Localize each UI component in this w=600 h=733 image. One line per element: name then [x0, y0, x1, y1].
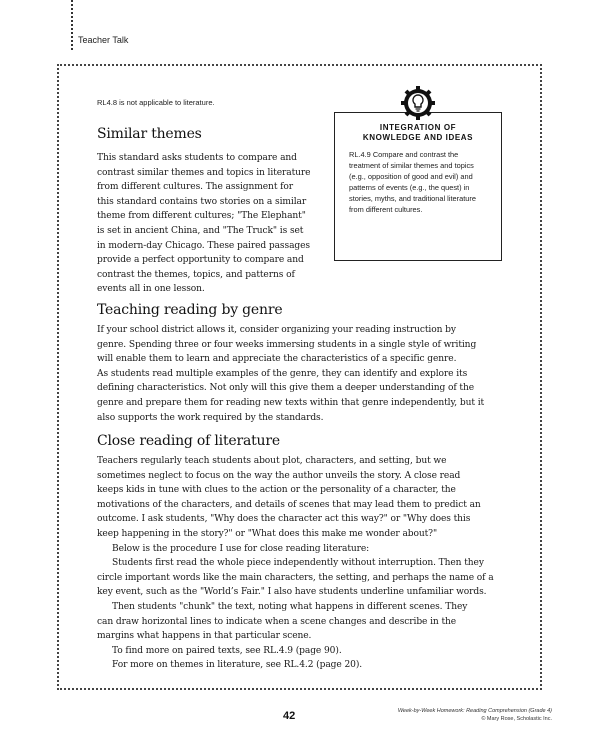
footer-credit	[398, 708, 552, 723]
credit-copyright: © Mary Rose, Scholastic Inc.	[481, 715, 552, 722]
line: genre and prepare them for reading new texts within that genre independently, but it	[97, 397, 485, 408]
line: theme from different cultures; "The Elephant"	[97, 211, 306, 222]
line: can draw horizontal lines to indicate when a scene changes and describe in the	[97, 616, 457, 627]
line: provide a perfect opportunity to compare and	[97, 255, 304, 266]
line: events all in one lesson.	[97, 284, 205, 295]
line: circle important words like the main characters, the setting, and perhaps the name of a	[97, 572, 494, 583]
line: defining characteristics. Not only will this give them a deeper understanding of the	[97, 383, 474, 394]
line-indented: Then students "chunk" the text, noting what happens in different scenes. They	[112, 601, 468, 612]
line: margins what happens in that particular scene.	[97, 631, 312, 642]
paragraph-close-reading	[97, 454, 517, 673]
standard-sidebar-box	[334, 112, 502, 261]
line: also supports the work required by the standards.	[97, 412, 324, 423]
heading-close-reading: Close reading of literature	[97, 433, 280, 449]
paragraph-teaching-by-genre	[97, 323, 517, 425]
credit-title: Week-by-Week Homework: Reading Comprehension (Grade 4)	[397, 708, 552, 714]
heading-similar-themes: Similar themes	[97, 126, 202, 142]
header-dotted-rule	[71, 0, 73, 50]
line: keep happening in the story?" or "What does this make me wonder about?"	[97, 528, 438, 539]
line: from different cultures. The assignment for	[97, 182, 294, 193]
line-indented: Students first read the whole piece independently without interruption. Then they	[112, 558, 484, 569]
line: motivations of the characters, and details of scenes that may lead them to predict an	[97, 499, 481, 510]
standard-note: RL4.8 is not applicable to literature.	[97, 98, 215, 107]
line: key event, such as the "World’s Fair." I also have students underline unfamiliar words.	[97, 587, 487, 598]
line: in modern-day Chicago. These paired passages	[97, 240, 310, 251]
line: keeps kids in tune with clues to the action or the personality of a character, the	[97, 485, 456, 496]
line-indented: For more on themes in literature, see RL.4.2 (page 20).	[112, 660, 363, 671]
line: If your school district allows it, consider organizing your reading instruction by	[97, 325, 456, 335]
line: As students read multiple examples of the genre, they can identify and explore its	[97, 368, 468, 379]
page-number: 42	[283, 710, 296, 722]
line-indented: Below is the procedure I use for close reading literature:	[112, 543, 370, 554]
line: genre. Spending three or four weeks immersing students in a single style of writing	[97, 339, 477, 350]
line: outcome. I ask students, "Why does the character act this way?" or "Why does this	[97, 514, 471, 525]
heading-teaching-by-genre: Teaching reading by genre	[97, 302, 283, 318]
line: is set in ancient China, and "The Truck" is set	[97, 225, 304, 236]
sidebar-title-line: INTEGRATION OF	[379, 123, 457, 132]
line: Teachers regularly teach students about plot, characters, and setting, but we	[97, 456, 447, 466]
sidebar-standard-text: RL.4.9 Compare and contrast the treatment of similar themes and topics (e.g., opposition of good and evil) and patterns of events (e.g., the quest) in stories, myths, and traditional literature from different cultures.	[349, 150, 476, 214]
line: contrast the themes, topics, and patterns of	[97, 269, 295, 280]
line: contrast similar themes and topics in literature	[97, 167, 311, 178]
line: sometimes neglect to focus on the way the author unveils the story. A close read	[97, 470, 461, 481]
line: This standard asks students to compare and	[97, 153, 297, 163]
line: this standard contains two stories on a similar	[97, 196, 307, 207]
line-indented: To find more on paired texts, see RL.4.9 (page 90).	[112, 645, 342, 656]
sidebar-title-line: KNOWLEDGE AND IDEAS	[362, 133, 474, 142]
paragraph-similar-themes	[97, 151, 327, 297]
line: will enable them to learn and appreciate the characteristics of a specific genre.	[97, 354, 457, 365]
lightbulb-gear-icon	[401, 86, 435, 120]
sidebar-title	[335, 123, 501, 143]
header-label: Teacher Talk	[78, 35, 129, 45]
